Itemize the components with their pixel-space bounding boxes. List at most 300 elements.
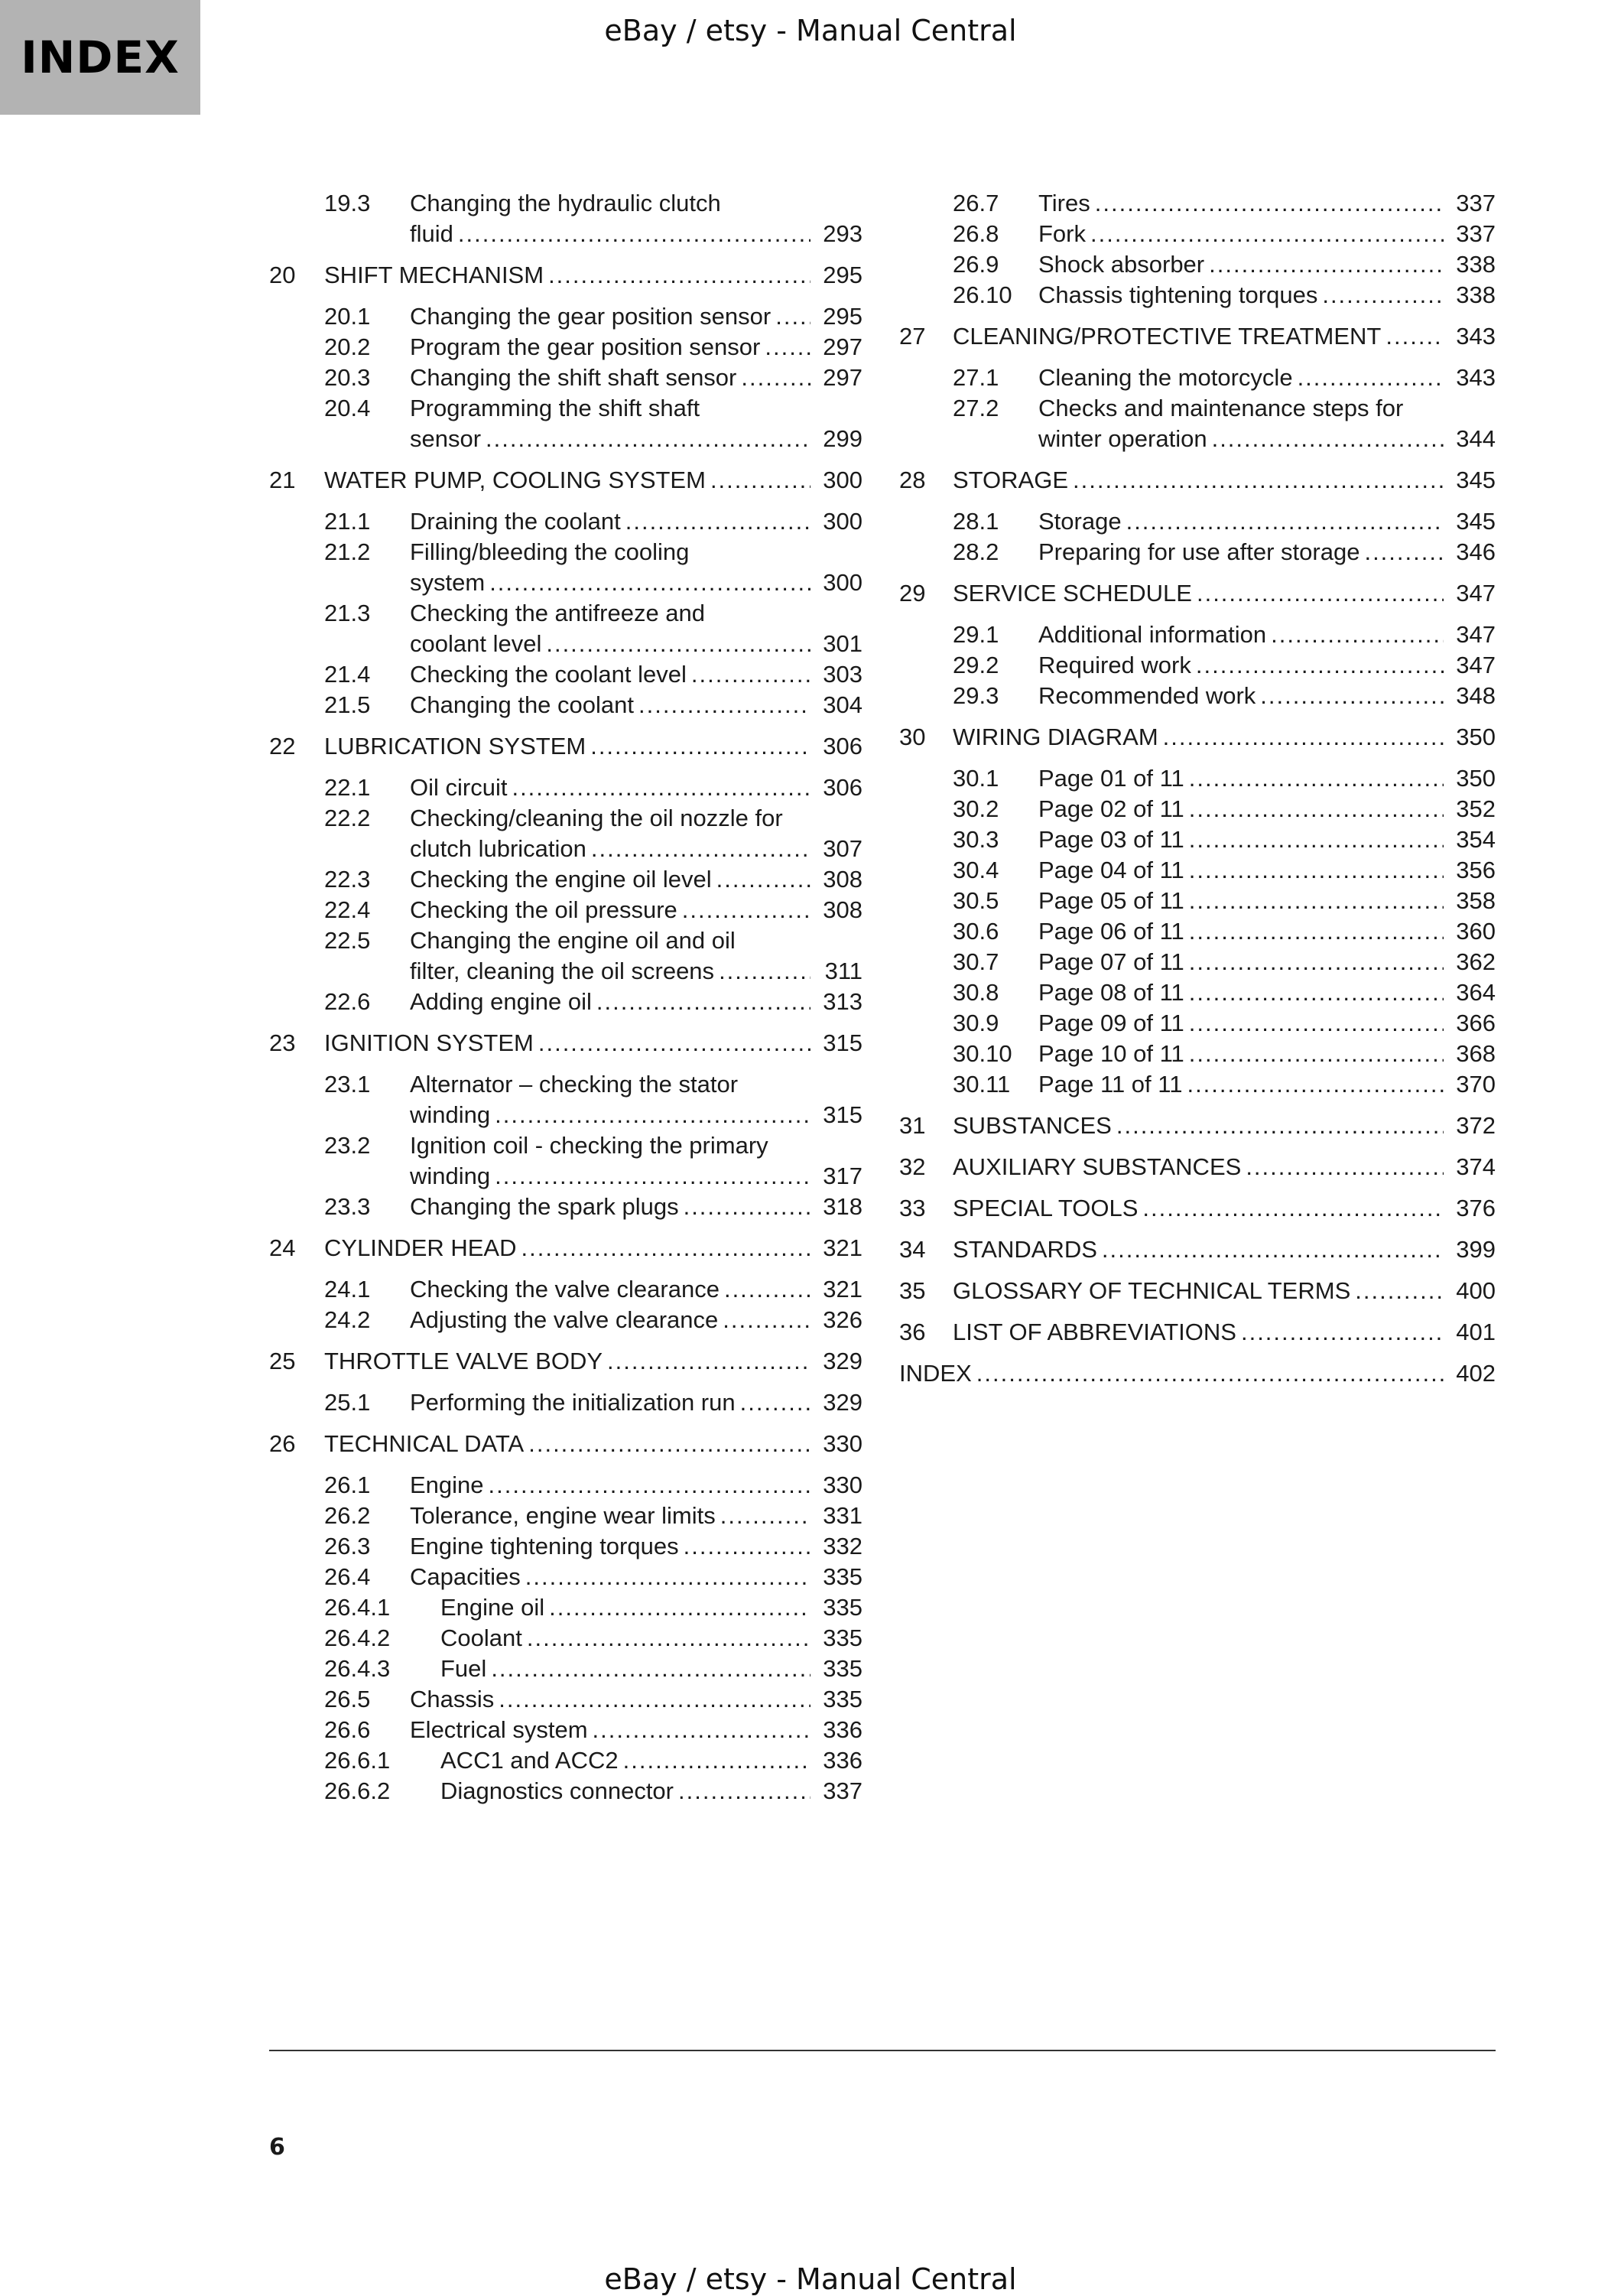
toc-entry-title: Program the gear position sensor xyxy=(410,333,761,360)
toc-entry-page: 304 xyxy=(823,691,862,718)
toc-entry-number: 22 xyxy=(269,733,296,759)
toc-entry[interactable] xyxy=(899,363,1496,393)
toc-entry-title: Checking the coolant level xyxy=(410,661,687,688)
toc-entry[interactable] xyxy=(269,659,862,690)
toc-entry[interactable] xyxy=(269,1274,862,1305)
toc-entry-number: 21 xyxy=(269,467,296,493)
toc-entry-title: Oil circuit xyxy=(410,774,508,801)
toc-entry[interactable] xyxy=(899,824,1496,855)
toc-entry-number: 30 xyxy=(899,724,926,750)
toc-entry-title: Capacities xyxy=(410,1563,521,1590)
toc-entry-number: 20.2 xyxy=(324,333,371,360)
toc-entry-number: 26.9 xyxy=(953,251,999,278)
toc-entry-number: 31 xyxy=(899,1112,926,1139)
toc-entry-title: system xyxy=(410,569,486,596)
toc-entry[interactable] xyxy=(899,1317,1496,1348)
toc-entry[interactable] xyxy=(269,864,862,895)
toc-right-column xyxy=(899,188,1496,1400)
toc-entry[interactable] xyxy=(269,188,862,249)
toc-entry-page: 399 xyxy=(1456,1236,1496,1263)
toc-entry-title: Page 03 of 11 xyxy=(1038,826,1184,853)
toc-entry-number: 36 xyxy=(899,1319,926,1345)
toc-entry-page: 308 xyxy=(823,866,862,893)
toc-entry-title: LUBRICATION SYSTEM xyxy=(324,733,586,759)
toc-entry[interactable] xyxy=(899,1069,1496,1100)
toc-entry-page: 315 xyxy=(823,1101,862,1128)
toc-entry[interactable] xyxy=(269,895,862,925)
toc-entry-page: 400 xyxy=(1456,1277,1496,1304)
toc-entry-page: 297 xyxy=(823,364,862,391)
toc-entry[interactable] xyxy=(269,465,862,496)
toc-entry-number: 25.1 xyxy=(324,1389,371,1416)
toc-entry-number: 28.1 xyxy=(953,508,999,535)
dot-leader xyxy=(525,1562,810,1592)
toc-entry-title: winding xyxy=(410,1163,491,1189)
toc-entry-title: CYLINDER HEAD xyxy=(324,1234,517,1261)
toc-entry-title: Engine tightening torques xyxy=(410,1533,679,1559)
toc-entry[interactable] xyxy=(899,916,1496,947)
dot-leader xyxy=(1271,620,1444,650)
toc-entry[interactable] xyxy=(899,280,1496,311)
toc-entry-page: 358 xyxy=(1456,887,1496,914)
toc-entry-number: 22.1 xyxy=(324,774,371,801)
toc-entry-number: 20.3 xyxy=(324,364,371,391)
toc-entry-number: 27.2 xyxy=(953,395,999,421)
footer-rule xyxy=(269,2050,1496,2051)
toc-entry-title: LIST OF ABBREVIATIONS xyxy=(953,1319,1236,1345)
dot-leader xyxy=(716,864,810,895)
toc-entry-page: 313 xyxy=(823,988,862,1015)
dot-leader xyxy=(1298,363,1444,393)
toc-entry-title: Page 10 of 11 xyxy=(1038,1040,1184,1067)
dot-leader xyxy=(1189,794,1444,824)
toc-entry-title: TECHNICAL DATA xyxy=(324,1430,525,1457)
toc-entry[interactable] xyxy=(899,1234,1496,1265)
toc-entry[interactable] xyxy=(269,1745,862,1776)
dot-leader xyxy=(1241,1317,1444,1348)
toc-entry-title: AUXILIARY SUBSTANCES xyxy=(953,1153,1242,1180)
toc-entry[interactable] xyxy=(269,1531,862,1562)
toc-entry-number: 22.4 xyxy=(324,896,371,923)
toc-entry[interactable] xyxy=(899,1111,1496,1141)
toc-entry[interactable] xyxy=(899,886,1496,916)
toc-entry-number: 26.6.2 xyxy=(324,1777,391,1804)
dot-leader xyxy=(1189,977,1444,1008)
dot-leader xyxy=(775,301,810,332)
toc-entry[interactable] xyxy=(899,465,1496,496)
toc-entry-page: 346 xyxy=(1456,538,1496,565)
toc-entry-number: 26.4 xyxy=(324,1563,371,1590)
toc-entry-page: 337 xyxy=(1456,190,1496,216)
dot-leader xyxy=(623,1745,810,1776)
toc-entry[interactable] xyxy=(899,1193,1496,1224)
dot-leader xyxy=(1142,1193,1444,1224)
toc-entry[interactable] xyxy=(269,506,862,537)
toc-entry-title: Checks and maintenance steps for xyxy=(1038,395,1404,421)
dot-leader xyxy=(607,1346,810,1377)
toc-entry-page: 370 xyxy=(1456,1071,1496,1098)
dot-leader xyxy=(491,1654,810,1684)
toc-entry-page: 338 xyxy=(1456,281,1496,308)
toc-entry-number: 23.2 xyxy=(324,1132,371,1159)
toc-entry-page: 352 xyxy=(1456,795,1496,822)
toc-entry-page: 330 xyxy=(823,1472,862,1498)
toc-entry-page: 326 xyxy=(823,1306,862,1333)
toc-entry-title: sensor xyxy=(410,425,482,452)
toc-entry-page: 307 xyxy=(823,835,862,862)
toc-entry[interactable] xyxy=(269,1130,862,1192)
toc-entry-title: Programming the shift shaft xyxy=(410,395,700,421)
toc-entry[interactable] xyxy=(899,763,1496,794)
toc-entry-page: 295 xyxy=(823,303,862,330)
toc-entry-number: 30.8 xyxy=(953,979,999,1006)
dot-leader xyxy=(528,1429,810,1459)
dot-leader xyxy=(1189,855,1444,886)
toc-entry-title: THROTTLE VALVE BODY xyxy=(324,1348,603,1374)
toc-entry-title: SHIFT MECHANISM xyxy=(324,262,544,288)
dot-leader xyxy=(486,424,810,454)
toc-entry-title: winter operation xyxy=(1038,425,1207,452)
toc-entry-number: 33 xyxy=(899,1195,926,1221)
toc-entry[interactable] xyxy=(269,803,862,864)
toc-entry-page: 306 xyxy=(823,774,862,801)
toc-entry-number: 30.3 xyxy=(953,826,999,853)
toc-entry-title: Page 04 of 11 xyxy=(1038,857,1184,883)
toc-entry-page: 376 xyxy=(1456,1195,1496,1221)
toc-entry[interactable] xyxy=(899,537,1496,567)
toc-entry[interactable] xyxy=(269,1776,862,1807)
toc-entry[interactable] xyxy=(269,1233,862,1263)
toc-entry[interactable] xyxy=(269,731,862,762)
dot-leader xyxy=(765,332,810,363)
toc-entry-number: 26.2 xyxy=(324,1502,371,1529)
toc-entry-number: 26 xyxy=(269,1430,296,1457)
toc-entry-title: STORAGE xyxy=(953,467,1069,493)
dot-leader xyxy=(682,895,810,925)
toc-entry-number: 26.4.1 xyxy=(324,1594,391,1621)
toc-entry-page: 345 xyxy=(1456,508,1496,535)
toc-entry[interactable] xyxy=(899,321,1496,352)
toc-entry[interactable] xyxy=(899,977,1496,1008)
dot-leader xyxy=(549,1592,810,1623)
toc-entry[interactable] xyxy=(269,1192,862,1222)
toc-entry-number: 25 xyxy=(269,1348,296,1374)
toc-entry[interactable] xyxy=(269,1562,862,1592)
dot-leader xyxy=(527,1623,810,1654)
toc-entry[interactable] xyxy=(899,681,1496,711)
toc-entry-title: Diagnostics connector xyxy=(440,1777,674,1804)
toc-entry-number: 26.5 xyxy=(324,1686,371,1712)
toc-entry-number: 30.7 xyxy=(953,948,999,975)
toc-entry-number: 21.1 xyxy=(324,508,371,535)
toc-entry-number: 21.3 xyxy=(324,600,371,626)
toc-entry-page: 338 xyxy=(1456,251,1496,278)
toc-entry-number: 22.2 xyxy=(324,805,371,831)
toc-entry-page: 329 xyxy=(823,1348,862,1374)
toc-entry[interactable] xyxy=(899,947,1496,977)
toc-entry[interactable] xyxy=(269,925,862,987)
toc-entry-page: 362 xyxy=(1456,948,1496,975)
toc-entry[interactable] xyxy=(899,1276,1496,1306)
toc-entry[interactable] xyxy=(269,1470,862,1501)
toc-entry-title: Changing the spark plugs xyxy=(410,1193,679,1220)
toc-entry[interactable] xyxy=(899,1008,1496,1039)
toc-entry-page: 402 xyxy=(1456,1360,1496,1387)
header-watermark: eBay / etsy - Manual Central xyxy=(604,14,1017,47)
toc-entry-page: 332 xyxy=(823,1533,862,1559)
toc-entry-title: CLEANING/PROTECTIVE TREATMENT xyxy=(953,323,1382,350)
toc-entry-title: fluid xyxy=(410,220,453,247)
toc-entry[interactable] xyxy=(269,690,862,720)
toc-entry-title: Page 11 of 11 xyxy=(1038,1071,1183,1098)
toc-entry-title: filter, cleaning the oil screens xyxy=(410,958,715,984)
toc-entry[interactable] xyxy=(269,1592,862,1623)
toc-entry-number: 29.2 xyxy=(953,652,999,678)
toc-entry-title: Fork xyxy=(1038,220,1086,247)
toc-entry[interactable] xyxy=(269,1305,862,1335)
toc-entry-page: 300 xyxy=(823,569,862,596)
dot-leader xyxy=(489,567,810,598)
toc-entry-title: IGNITION SYSTEM xyxy=(324,1029,534,1056)
toc-entry-number: 22.5 xyxy=(324,927,371,954)
toc-entry-title: Changing the hydraulic clutch xyxy=(410,190,721,216)
toc-entry-page: 372 xyxy=(1456,1112,1496,1139)
dot-leader xyxy=(546,629,810,659)
toc-entry-page: 297 xyxy=(823,333,862,360)
toc-entry-title: Ignition coil - checking the primary xyxy=(410,1132,768,1159)
toc-entry-number: 19.3 xyxy=(324,190,371,216)
dot-leader xyxy=(1187,1069,1444,1100)
toc-entry-page: 331 xyxy=(823,1502,862,1529)
toc-entry[interactable] xyxy=(899,855,1496,886)
toc-entry-page: 300 xyxy=(823,508,862,535)
toc-entry[interactable] xyxy=(269,1501,862,1531)
toc-entry-page: 337 xyxy=(823,1777,862,1804)
toc-entry-title: Changing the coolant xyxy=(410,691,635,718)
toc-entry-title: Adjusting the valve clearance xyxy=(410,1306,719,1333)
dot-leader xyxy=(512,772,810,803)
toc-entry-page: 321 xyxy=(823,1276,862,1302)
toc-entry-number: 20 xyxy=(269,262,296,288)
toc-entry-page: 330 xyxy=(823,1430,862,1457)
toc-entry-page: 354 xyxy=(1456,826,1496,853)
toc-entry-title: Changing the engine oil and oil xyxy=(410,927,736,954)
toc-entry-number: 30.9 xyxy=(953,1010,999,1036)
toc-entry-page: 343 xyxy=(1456,323,1496,350)
toc-entry[interactable] xyxy=(269,1654,862,1684)
toc-entry-number: 26.8 xyxy=(953,220,999,247)
toc-entry-page: 306 xyxy=(823,733,862,759)
toc-entry[interactable] xyxy=(899,1039,1496,1069)
dot-leader xyxy=(691,659,810,690)
toc-entry-number: 23 xyxy=(269,1029,296,1056)
toc-entry-page: 364 xyxy=(1456,979,1496,1006)
toc-entry[interactable] xyxy=(269,1028,862,1059)
toc-entry[interactable] xyxy=(269,987,862,1017)
toc-entry-page: 336 xyxy=(823,1716,862,1743)
toc-entry[interactable] xyxy=(269,260,862,291)
toc-entry-page: 347 xyxy=(1456,621,1496,648)
toc-entry-page: 335 xyxy=(823,1594,862,1621)
toc-entry[interactable] xyxy=(899,650,1496,681)
toc-entry-page: 317 xyxy=(823,1163,862,1189)
toc-entry[interactable] xyxy=(269,772,862,803)
toc-entry-title: Engine oil xyxy=(440,1594,545,1621)
toc-entry[interactable] xyxy=(269,1069,862,1130)
toc-entry-number: 29 xyxy=(899,580,926,607)
toc-entry-page: 401 xyxy=(1456,1319,1496,1345)
toc-entry-number: 29.3 xyxy=(953,682,999,709)
toc-entry-page: 344 xyxy=(1456,425,1496,452)
toc-left-column xyxy=(269,188,862,1807)
toc-entry[interactable] xyxy=(899,1152,1496,1182)
toc-entry-number: 30.4 xyxy=(953,857,999,883)
toc-entry-number: 27.1 xyxy=(953,364,999,391)
toc-entry-title: Storage xyxy=(1038,508,1122,535)
toc-entry[interactable] xyxy=(269,598,862,659)
toc-entry-title: coolant level xyxy=(410,630,542,657)
toc-entry[interactable] xyxy=(269,1387,862,1418)
toc-entry-title: Changing the shift shaft sensor xyxy=(410,364,737,391)
toc-entry-number: 35 xyxy=(899,1277,926,1304)
toc-entry-page: 300 xyxy=(823,467,862,493)
toc-entry[interactable] xyxy=(269,1623,862,1654)
toc-entry-number: 20.4 xyxy=(324,395,371,421)
toc-entry-page: 350 xyxy=(1456,765,1496,792)
toc-entry-title: Checking the engine oil level xyxy=(410,866,712,893)
toc-entry-title: SERVICE SCHEDULE xyxy=(953,580,1192,607)
toc-entry[interactable] xyxy=(269,537,862,598)
toc-entry[interactable] xyxy=(899,249,1496,280)
dot-leader xyxy=(538,1028,810,1059)
toc-entry[interactable] xyxy=(899,578,1496,609)
toc-entry[interactable] xyxy=(899,794,1496,824)
toc-entry-title: Required work xyxy=(1038,652,1191,678)
toc-entry-number: 30.1 xyxy=(953,765,999,792)
toc-entry-title: Tolerance, engine wear limits xyxy=(410,1502,716,1529)
toc-entry[interactable] xyxy=(269,301,862,332)
toc-entry-number: 23.1 xyxy=(324,1071,371,1098)
toc-entry-number: 28.2 xyxy=(953,538,999,565)
toc-entry[interactable] xyxy=(899,1358,1496,1389)
toc-entry-title: ACC1 and ACC2 xyxy=(440,1747,619,1774)
dot-leader xyxy=(1209,249,1444,280)
toc-entry[interactable] xyxy=(269,1684,862,1715)
toc-entry-page: 311 xyxy=(824,958,862,984)
toc-entry-title: Checking/cleaning the oil nozzle for xyxy=(410,805,783,831)
toc-entry-title: Cleaning the motorcycle xyxy=(1038,364,1293,391)
toc-entry-page: 356 xyxy=(1456,857,1496,883)
toc-entry-title: Checking the antifreeze and xyxy=(410,600,706,626)
dot-leader xyxy=(1246,1152,1444,1182)
dot-leader xyxy=(625,506,810,537)
dot-leader xyxy=(1260,681,1444,711)
toc-entry[interactable] xyxy=(269,332,862,363)
toc-entry-title: Chassis tightening torques xyxy=(1038,281,1318,308)
dot-leader xyxy=(684,1531,810,1562)
dot-leader xyxy=(1189,763,1444,794)
dot-leader xyxy=(719,956,810,987)
dot-leader xyxy=(1189,824,1444,855)
dot-leader xyxy=(1102,1234,1444,1265)
dot-leader xyxy=(1126,506,1444,537)
dot-leader xyxy=(678,1776,810,1807)
dot-leader xyxy=(720,1501,810,1531)
toc-entry-number: 26.6.1 xyxy=(324,1747,391,1774)
dot-leader xyxy=(1355,1276,1444,1306)
dot-leader xyxy=(1197,578,1444,609)
toc-entry-page: 321 xyxy=(823,1234,862,1261)
toc-entry-title: Page 05 of 11 xyxy=(1038,887,1184,914)
dot-leader xyxy=(1090,219,1444,249)
toc-entry-number: 26.6 xyxy=(324,1716,371,1743)
dot-leader xyxy=(590,731,810,762)
toc-entry[interactable] xyxy=(899,722,1496,753)
toc-entry-page: 347 xyxy=(1456,652,1496,678)
toc-entry-title: Fuel xyxy=(440,1655,487,1682)
toc-entry[interactable] xyxy=(269,1429,862,1459)
toc-entry-page: 374 xyxy=(1456,1153,1496,1180)
toc-entry[interactable] xyxy=(899,506,1496,537)
toc-entry-title: Page 09 of 11 xyxy=(1038,1010,1184,1036)
dot-leader xyxy=(1212,424,1444,454)
toc-entry-page: 293 xyxy=(823,220,862,247)
toc-entry-page: 347 xyxy=(1456,580,1496,607)
dot-leader xyxy=(740,1387,810,1418)
dot-leader xyxy=(591,834,810,864)
dot-leader xyxy=(521,1233,811,1263)
toc-entry-number: 21.2 xyxy=(324,538,371,565)
toc-entry-title: Shock absorber xyxy=(1038,251,1205,278)
dot-leader xyxy=(495,1100,810,1130)
toc-entry-title: Additional information xyxy=(1038,621,1267,648)
dot-leader xyxy=(458,219,810,249)
toc-entry-number: 30.5 xyxy=(953,887,999,914)
dot-leader xyxy=(1196,650,1444,681)
toc-entry-title: Filling/bleeding the cooling xyxy=(410,538,690,565)
toc-entry-title: winding xyxy=(410,1101,491,1128)
toc-entry-page: 308 xyxy=(823,896,862,923)
toc-entry[interactable] xyxy=(269,363,862,393)
toc-entry[interactable] xyxy=(899,393,1496,454)
dot-leader xyxy=(1189,947,1444,977)
toc-entry-page: 299 xyxy=(823,425,862,452)
toc-entry-title: Engine xyxy=(410,1472,484,1498)
toc-entry-page: 335 xyxy=(823,1655,862,1682)
toc-entry-page: 366 xyxy=(1456,1010,1496,1036)
dot-leader xyxy=(724,1274,810,1305)
toc-entry-number: 24.2 xyxy=(324,1306,371,1333)
toc-entry-title: Checking the oil pressure xyxy=(410,896,677,923)
dot-leader xyxy=(710,465,810,496)
toc-entry[interactable] xyxy=(899,219,1496,249)
toc-entry-number: 26.4.3 xyxy=(324,1655,391,1682)
dot-leader xyxy=(1364,537,1444,567)
toc-entry[interactable] xyxy=(899,620,1496,650)
toc-entry[interactable] xyxy=(269,1346,862,1377)
toc-entry-title: Page 08 of 11 xyxy=(1038,979,1184,1006)
toc-entry-number: 26.4.2 xyxy=(324,1624,391,1651)
toc-entry-page: 301 xyxy=(823,630,862,657)
toc-entry-title: Preparing for use after storage xyxy=(1038,538,1360,565)
toc-entry-page: 315 xyxy=(823,1029,862,1056)
page-number: 6 xyxy=(269,2134,285,2161)
toc-entry[interactable] xyxy=(269,1715,862,1745)
toc-entry[interactable] xyxy=(899,188,1496,219)
toc-entry[interactable] xyxy=(269,393,862,454)
toc-entry-number: 22.3 xyxy=(324,866,371,893)
toc-entry-title: Coolant xyxy=(440,1624,522,1651)
